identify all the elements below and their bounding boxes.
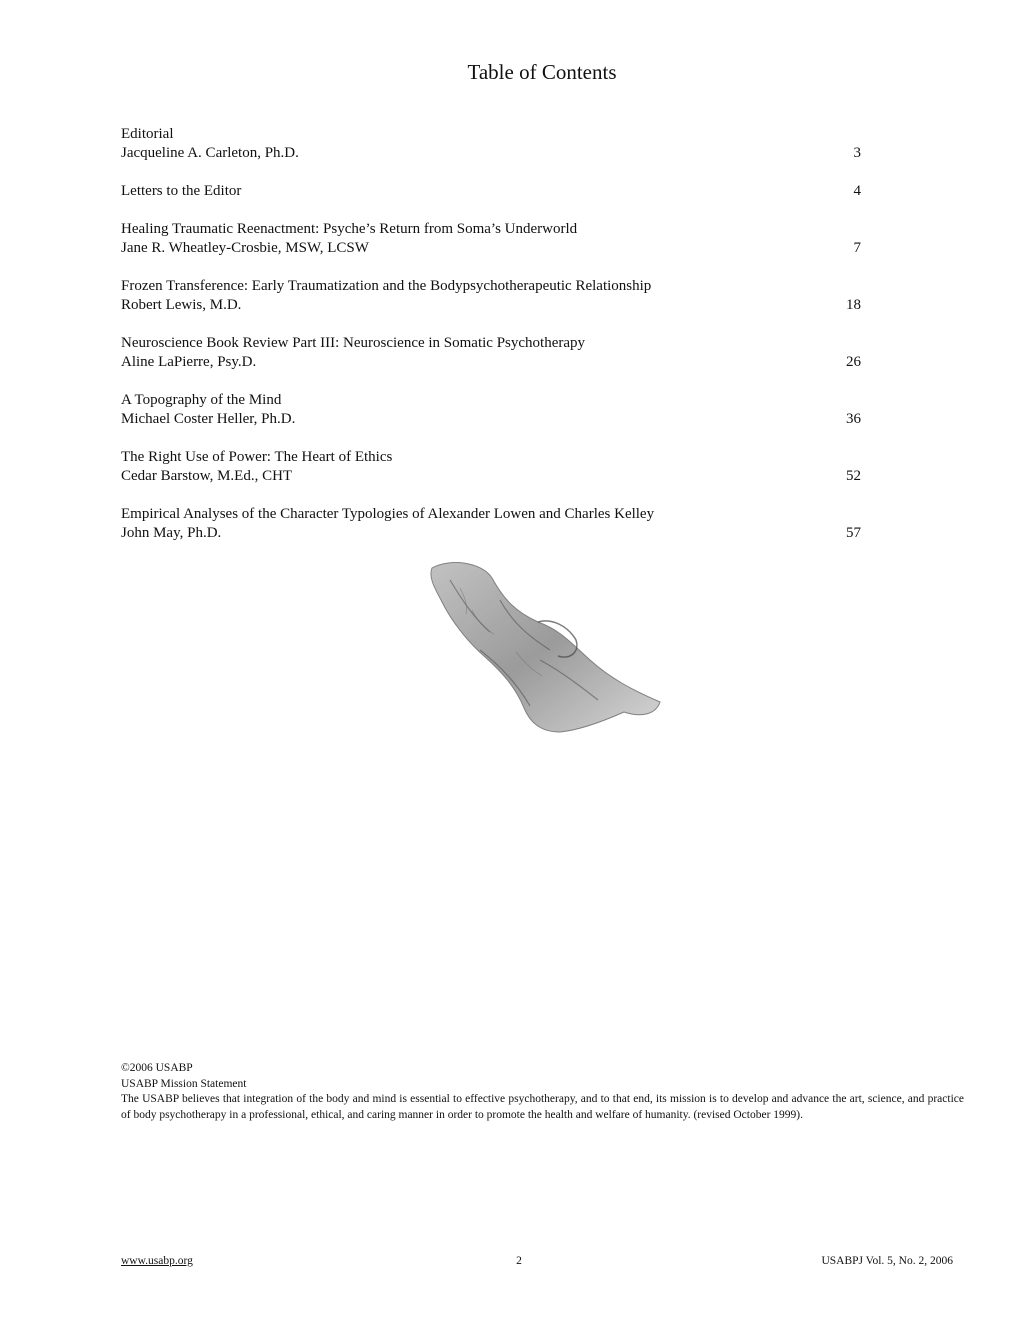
- entry-title: Frozen Transference: Early Traumatization and the Bodypsychotherapeutic Relationship: [121, 278, 652, 294]
- entry-page: 52: [846, 468, 861, 484]
- toc-entry: [121, 182, 861, 201]
- page-number: 2: [516, 1255, 522, 1267]
- entry-page: 18: [846, 297, 861, 313]
- toc-entry: [121, 448, 861, 486]
- table-of-contents: [121, 125, 861, 562]
- footnote: [121, 1061, 964, 1123]
- toc-entry: [121, 334, 861, 372]
- copyright-line: ©2006 USABP: [121, 1062, 193, 1074]
- entry-page: 4: [853, 183, 861, 199]
- entry-author: Michael Coster Heller, Ph.D.: [121, 411, 296, 427]
- entry-page: 26: [846, 354, 861, 370]
- entry-page: 3: [853, 145, 861, 161]
- entry-title: Healing Traumatic Reenactment: Psyche’s Return from Soma’s Underworld: [121, 221, 578, 237]
- entry-title: Empirical Analyses of the Character Typologies of Alexander Lowen and Charles Kelley: [121, 506, 655, 522]
- entry-author: John May, Ph.D.: [121, 525, 222, 541]
- journal-citation: USABPJ Vol. 5, No. 2, 2006: [821, 1255, 953, 1267]
- page-footer: [121, 1255, 953, 1271]
- toc-entry: [121, 391, 861, 429]
- toc-entry: [121, 277, 861, 315]
- entry-page: 57: [846, 525, 861, 541]
- toc-entry: [121, 220, 861, 258]
- entry-author: Jane R. Wheatley-Crosbie, MSW, LCSW: [121, 240, 369, 256]
- entry-title: Neuroscience Book Review Part III: Neuroscience in Somatic Psychotherapy: [121, 335, 586, 351]
- entry-author: Cedar Barstow, M.Ed., CHT: [121, 468, 293, 484]
- mission-text: The USABP believes that integration of the body and mind is essential to effective psychotherapy, and to that end, its mission is to develop and advance the art, science, and practice of body psychotherapy in a professional, ethical, and caring manner in order to promote the health and welfare of humanity. (revised October 1999).: [121, 1093, 964, 1121]
- entry-title: Letters to the Editor: [121, 183, 242, 199]
- entry-page: 36: [846, 411, 861, 427]
- page-title: Table of Contents: [467, 60, 617, 84]
- entry-title: Editorial: [121, 126, 174, 142]
- entry-title: A Topography of the Mind: [121, 392, 282, 408]
- entry-author: Aline LaPierre, Psy.D.: [121, 354, 257, 370]
- mission-heading: USABP Mission Statement: [121, 1077, 247, 1090]
- entry-author: Jacqueline A. Carleton, Ph.D.: [121, 145, 299, 161]
- website-link[interactable]: www.usabp.org: [121, 1255, 193, 1267]
- sketch-drawing: [420, 560, 665, 735]
- figure-sketch-illustration: [420, 560, 665, 735]
- toc-entry: [121, 125, 861, 163]
- entry-author: Robert Lewis, M.D.: [121, 297, 242, 313]
- entry-page: 7: [853, 240, 861, 256]
- entry-title: The Right Use of Power: The Heart of Ethics: [121, 449, 393, 465]
- toc-entry: [121, 505, 861, 543]
